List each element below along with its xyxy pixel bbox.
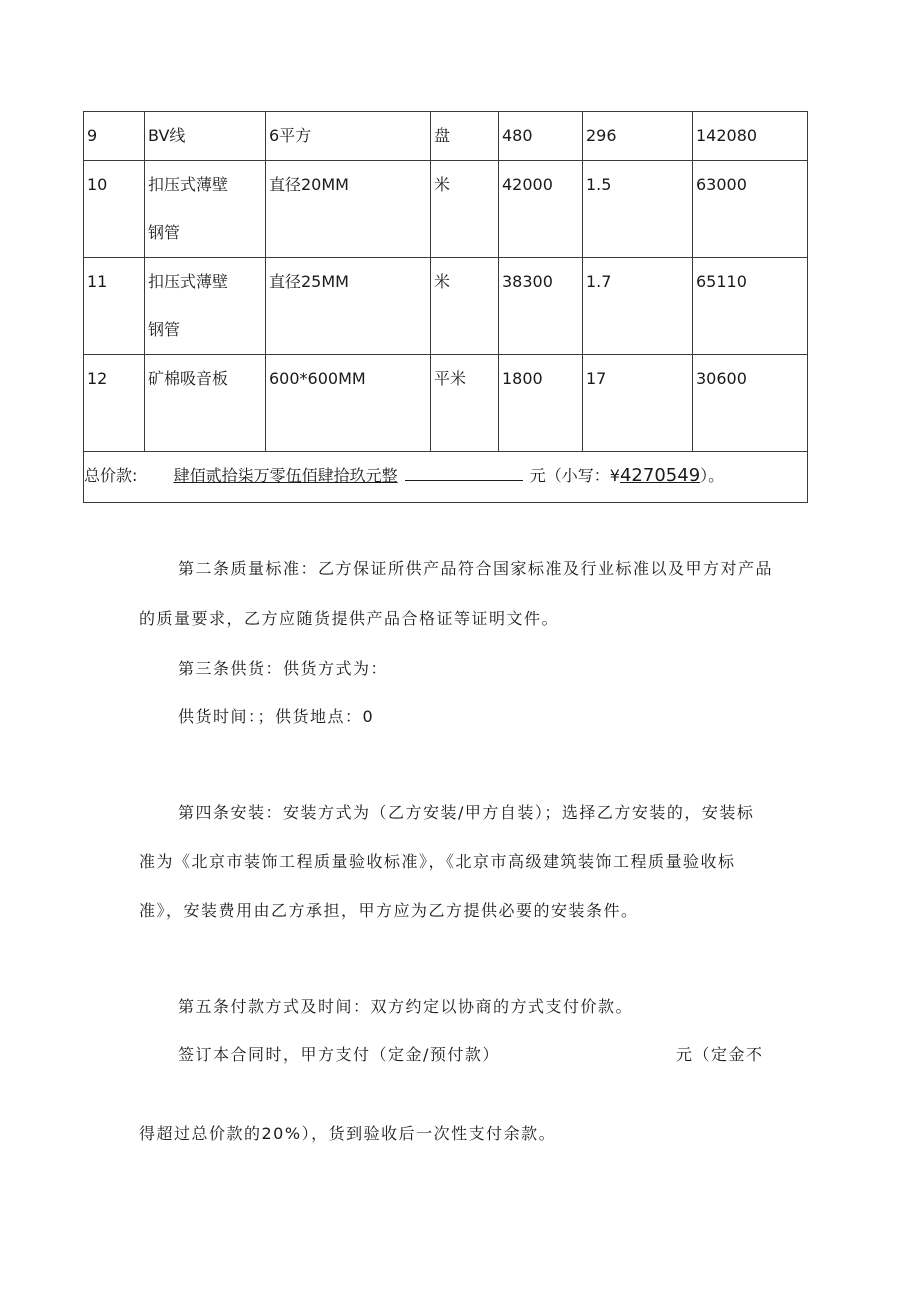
clause-payment-line2b: 元（定金不 bbox=[676, 1045, 764, 1064]
cell-spec: 直径25MM bbox=[269, 272, 349, 291]
clause-payment-line2a: 签订本合同时，甲方支付（定金/预付款） bbox=[178, 1045, 500, 1064]
total-suffix-prefix: 元（小写：¥ bbox=[529, 466, 620, 485]
cell-unit: 米 bbox=[434, 272, 451, 291]
cell-price: 17 bbox=[586, 369, 607, 388]
total-uppercase: 肆佰贰拾柒万零伍佰肆拾玖元整 bbox=[173, 466, 398, 485]
total-lowercase: 4270549 bbox=[619, 465, 701, 486]
cell-spec: 600*600MM bbox=[269, 369, 366, 388]
total-label: 总价款: bbox=[84, 466, 138, 485]
cell-no: 12 bbox=[87, 369, 108, 388]
cell-qty: 42000 bbox=[502, 175, 553, 194]
cell-amount: 142080 bbox=[696, 126, 758, 145]
cell-name: 矿棉吸音板 bbox=[148, 369, 229, 388]
clause-supply-line2: 供货时间：；供货地点：0 bbox=[178, 707, 375, 726]
cell-no: 11 bbox=[87, 272, 108, 291]
blank-line bbox=[405, 462, 523, 481]
cell-qty: 480 bbox=[502, 126, 533, 145]
clause-supply-line1: 第三条供货：供货方式为： bbox=[178, 659, 389, 678]
cell-name: BV线 bbox=[148, 126, 186, 145]
clause-install-line1: 第四条安装：安装方式为（乙方安装/甲方自装）；选择乙方安装的，安装标 bbox=[178, 803, 755, 822]
cell-name: 扣压式薄壁钢管 bbox=[148, 175, 229, 242]
cell-unit: 米 bbox=[434, 175, 451, 194]
clause-payment-line3: 得超过总价款的20%），货到验收后一次性支付余款。 bbox=[139, 1124, 557, 1143]
price-table bbox=[83, 111, 808, 503]
cell-unit: 平米 bbox=[434, 369, 467, 388]
cell-price: 1.5 bbox=[586, 175, 612, 194]
cell-price: 296 bbox=[586, 126, 617, 145]
clause-install-line2: 准为《北京市装饰工程质量验收标准》，《北京市高级建筑装饰工程质量验收标 bbox=[139, 852, 736, 871]
table-row bbox=[84, 112, 808, 161]
cell-spec: 直径20MM bbox=[269, 175, 349, 194]
clause-quality-line2: 的质量要求，乙方应随货提供产品合格证等证明文件。 bbox=[139, 609, 560, 628]
cell-no: 9 bbox=[87, 126, 98, 145]
cell-price: 1.7 bbox=[586, 272, 612, 291]
total-suffix-end: ）。 bbox=[700, 466, 725, 485]
cell-amount: 63000 bbox=[696, 175, 747, 194]
cell-amount: 30600 bbox=[696, 369, 747, 388]
cell-no: 10 bbox=[87, 175, 108, 194]
clause-payment-line1: 第五条付款方式及时间：双方约定以协商的方式支付价款。 bbox=[178, 997, 634, 1016]
clause-install-line3: 准》，安装费用由乙方承担，甲方应为乙方提供必要的安装条件。 bbox=[139, 901, 639, 920]
total-row bbox=[84, 452, 808, 503]
table-row bbox=[84, 355, 808, 452]
cell-qty: 38300 bbox=[502, 272, 553, 291]
cell-qty: 1800 bbox=[502, 369, 543, 388]
cell-name: 扣压式薄壁钢管 bbox=[148, 272, 229, 339]
table-row bbox=[84, 161, 808, 258]
clause-quality-line1: 第二条质量标准：乙方保证所供产品符合国家标准及行业标准以及甲方对产品 bbox=[178, 559, 774, 578]
cell-amount: 65110 bbox=[696, 272, 747, 291]
cell-unit: 盘 bbox=[434, 126, 451, 145]
table-row bbox=[84, 258, 808, 355]
cell-spec: 6平方 bbox=[269, 126, 312, 145]
